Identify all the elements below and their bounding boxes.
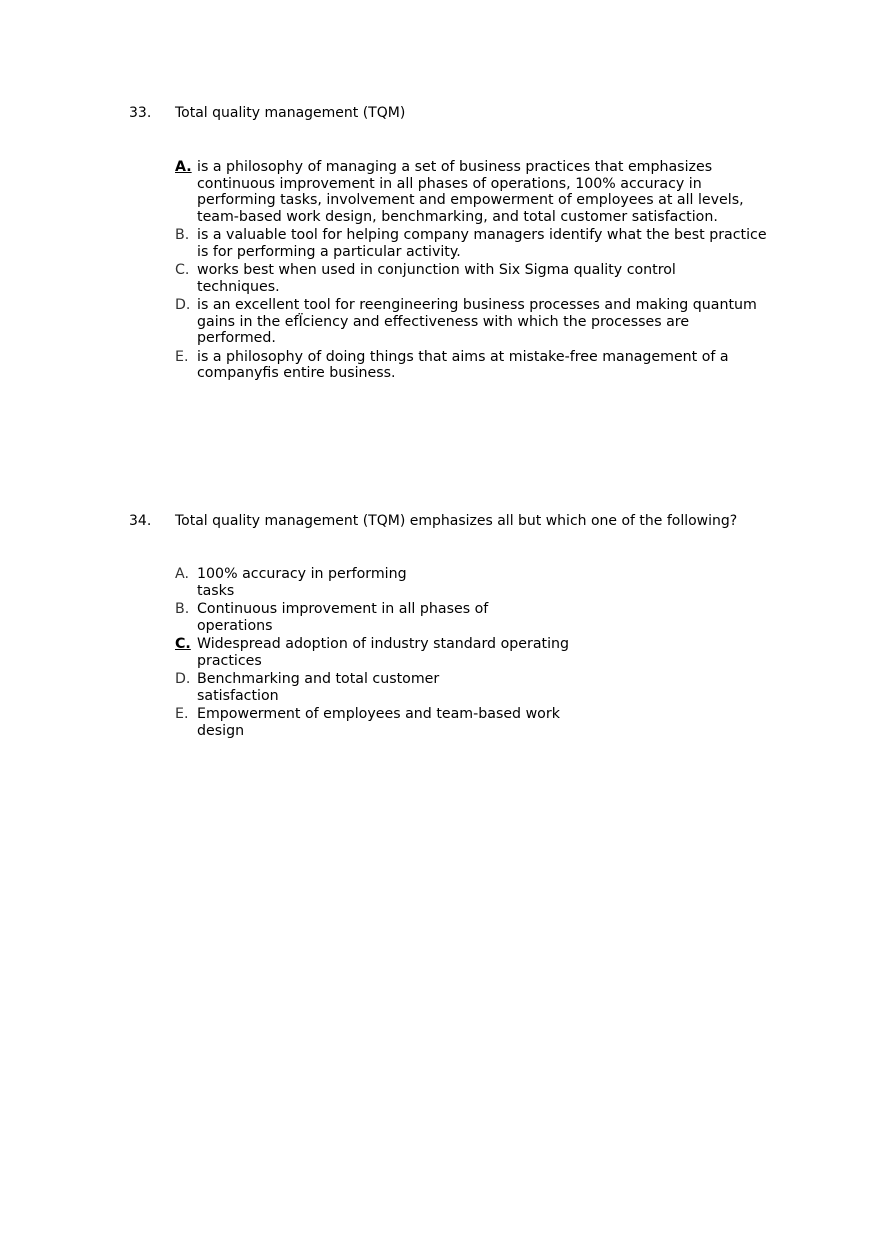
answer-option-c	[175, 262, 809, 295]
option-text: Benchmarking and total customer satisfaction	[197, 671, 440, 704]
question-number: 34.	[129, 513, 152, 529]
answer-option-d	[175, 671, 809, 704]
option-text: is a valuable tool for helping company managers identify what the best practice is for performing a particular activity.	[197, 227, 767, 260]
option-letter: E.	[175, 348, 189, 365]
question-34	[129, 512, 809, 755]
question-prompt: Total quality management (TQM)	[175, 105, 406, 121]
option-text: is a philosophy of doing things that aims at mistake-free management of a companyfis entire business.	[197, 348, 729, 381]
answer-option-c	[175, 636, 809, 669]
option-letter: A.	[175, 566, 189, 582]
option-letter-correct: C.	[175, 636, 191, 652]
option-text: Continuous improvement in all phases of operations	[197, 601, 489, 634]
option-letter: D.	[175, 297, 191, 313]
option-text: 100% accuracy in performing tasks	[197, 566, 407, 599]
option-letter: B.	[175, 601, 190, 617]
answer-option-a	[175, 566, 809, 599]
option-text: is an excellent tool for reengineering business processes and making quantum gains in the efÏciency and effectiveness with which the processes are performed.	[197, 297, 757, 346]
option-letter: E.	[175, 706, 189, 722]
option-letter: C.	[175, 262, 190, 278]
answer-options	[175, 159, 809, 382]
answer-option-d	[175, 297, 809, 347]
question-header	[129, 104, 809, 122]
option-letter: B.	[175, 227, 190, 243]
question-header	[129, 512, 809, 530]
option-text: Widespread adoption of industry standard operating practices	[197, 636, 570, 669]
question-prompt: Total quality management (TQM) emphasizes all but which one of the following?	[175, 513, 738, 529]
answer-options	[175, 566, 809, 739]
option-text: works best when used in conjunction with Six Sigma quality control techniques.	[197, 262, 676, 295]
question-33	[129, 104, 809, 398]
answer-option-e	[175, 706, 809, 739]
option-text: Empowerment of employees and team-based work design	[197, 706, 560, 739]
question-number: 33.	[129, 105, 152, 121]
answer-option-b	[175, 227, 809, 260]
answer-option-e	[175, 349, 809, 382]
answer-option-a	[175, 159, 809, 225]
option-text: is a philosophy of managing a set of business practices that emphasizes continuous improvement in all phases of operations, 100% accuracy in performing tasks, involvement and empowerment of employees at all levels, team-based work design, benchmarking, and total customer satisfaction.	[197, 159, 744, 225]
answer-option-b	[175, 601, 809, 634]
option-letter-correct: A.	[175, 159, 192, 175]
option-letter: D.	[175, 671, 191, 687]
